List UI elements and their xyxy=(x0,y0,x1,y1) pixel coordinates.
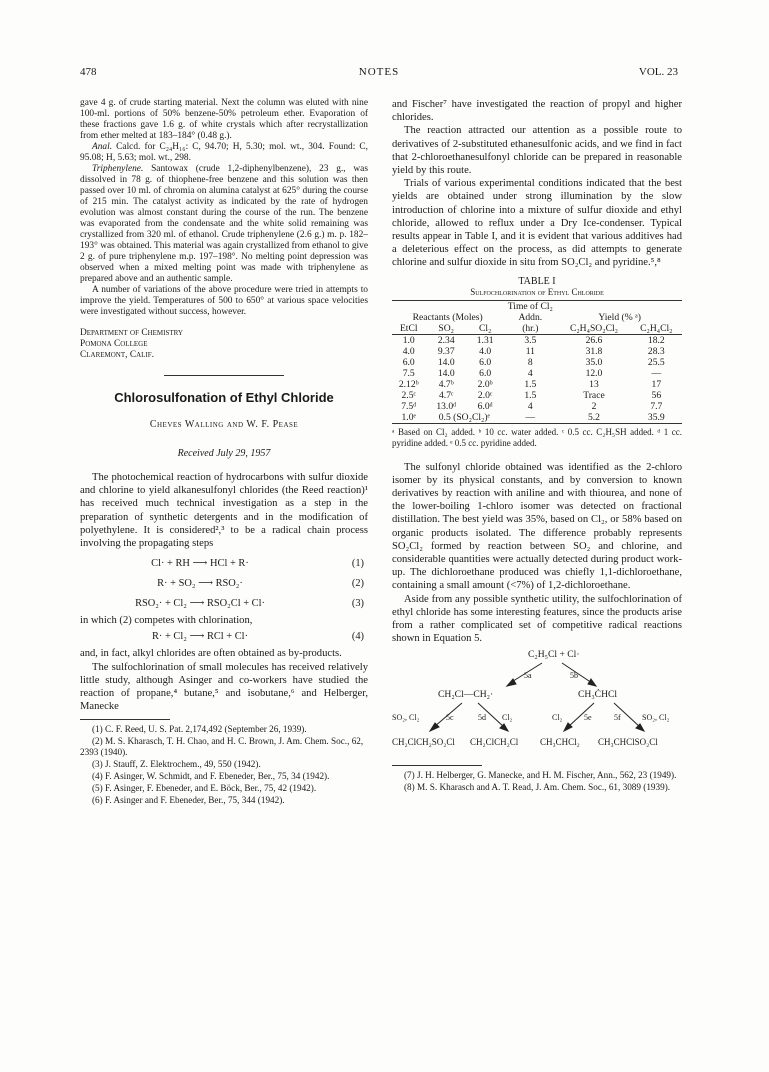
table-cell: 12.0 xyxy=(585,367,603,379)
equation xyxy=(80,627,368,647)
analysis-text: Calcd. for C₂₄H₁₆: C, 94.70; H, 5.30; mol. wt., 304. Found: C, 95.08; H, 5.63; mol. wt., 298. xyxy=(80,142,368,163)
table-row xyxy=(392,368,682,379)
equation-number: (4) xyxy=(351,631,364,643)
footnote: (5) F. Asinger, F. Ebeneder, and E. Böck, Ber., 75, 42 (1942). xyxy=(92,783,317,794)
table-body xyxy=(392,334,682,423)
paragraph: in which (2) competes with chlorination, xyxy=(80,615,253,627)
table-cell: 13 xyxy=(589,378,599,390)
table-cell: 9.37 xyxy=(437,345,455,357)
equation-text: RSO₂· + Cl₂ ⟶ RSO₂Cl + Cl· xyxy=(135,598,265,610)
affiliation-line: Department of Chemistry xyxy=(80,328,183,338)
table-cell: 1.5 xyxy=(524,389,537,401)
table-cell: — xyxy=(525,411,536,423)
footnote: (1) C. F. Reed, U. S. Pat. 2,174,492 (September 26, 1939). xyxy=(92,724,307,735)
table-cell: 4 xyxy=(527,400,533,412)
footnote-rule xyxy=(80,719,170,720)
table-cell: 7.7 xyxy=(650,400,663,412)
paragraph: The reaction attracted our attention as a possible route to derivatives of 2-substituted ethanesulfonic acids, and we find in fact that 2-chloroethanesulfonyl chloride can be prepared in reasonable yield by this route. xyxy=(392,125,682,177)
table-cell: 2.0ᵇ xyxy=(477,378,493,390)
table-cell: 4.0 xyxy=(402,345,415,357)
scheme-product: CH₂ClCH₂SO₂Cl xyxy=(392,737,455,748)
table-cell: — xyxy=(651,367,662,379)
table-cell: 0.5 (SO₂Cl₂)ᵉ xyxy=(438,411,491,423)
header-time: Time of Cl₂ Addn. xyxy=(507,300,553,323)
right-column xyxy=(392,98,682,794)
col-dichloro: C₂H₄Cl₂ xyxy=(640,322,673,334)
reaction-scheme xyxy=(392,649,682,759)
table-cell: 4.0 xyxy=(479,345,492,357)
table-cell: 11 xyxy=(525,345,535,357)
page-header xyxy=(80,66,678,82)
page-number: 478 xyxy=(80,66,97,78)
table-cell: 1.0ᵉ xyxy=(401,411,416,423)
footnote: (3) J. Stauff, Z. Elektrochem., 49, 550 (1942). xyxy=(92,759,261,770)
table-row xyxy=(392,390,682,401)
triphenylene-paragraph xyxy=(80,164,368,285)
table-cell: 35.9 xyxy=(647,411,665,423)
table-cell: 7.5ᵈ xyxy=(401,400,417,412)
table-cell: 28.3 xyxy=(647,345,665,357)
scheme-reagent: Cl₂ xyxy=(552,713,563,723)
triphenylene-label: Triphenylene. xyxy=(92,164,144,174)
footnote: (8) M. S. Kharasch and A. T. Read, J. Am. Chem. Soc., 61, 3089 (1939). xyxy=(404,782,671,793)
analysis-label: Anal. xyxy=(92,142,113,152)
table-cell: 6.0 xyxy=(402,356,415,368)
volume-label: VOL. 23 xyxy=(638,66,678,78)
table-row xyxy=(392,346,682,357)
analysis-paragraph xyxy=(80,142,368,164)
scheme-step-label: 5f xyxy=(614,713,621,723)
table-cell: 14.0 xyxy=(437,356,455,368)
table-cell: 7.5 xyxy=(402,367,415,379)
table-cell: 1.0 xyxy=(402,334,415,346)
scheme-step-label: 5e xyxy=(584,713,592,723)
table-cell: 26.6 xyxy=(585,334,603,346)
affiliation xyxy=(80,328,368,361)
table-cell: 3.5 xyxy=(524,334,537,346)
table-cell: 2.0ᶜ xyxy=(477,389,493,401)
table-cell: 1.31 xyxy=(476,334,494,346)
article-authors: Cheves Walling and W. F. Pease xyxy=(149,419,299,430)
table-cell: 35.0 xyxy=(585,356,603,368)
equation-text: R· + Cl₂ ⟶ RCl + Cl· xyxy=(151,631,249,643)
table-cell: Trace xyxy=(583,389,605,401)
paragraph: and Fischer⁷ have investigated the reaction of propyl and higher chlorides. xyxy=(392,99,682,124)
equation-text: R· + SO₂ ⟶ RSO₂· xyxy=(157,578,243,590)
footnotes xyxy=(392,770,682,793)
table-cell: 2.12ᵇ xyxy=(398,378,419,390)
header-yield: Yield (% ᵃ) xyxy=(598,311,641,323)
scheme-product: CH₃CHCl₂ xyxy=(540,737,580,748)
scheme-product: CH₃CHClSO₂Cl xyxy=(598,737,658,748)
equation-number: (1) xyxy=(351,558,364,570)
table-cell: 5.2 xyxy=(587,411,600,423)
paragraph: Trials of various experimental conditions indicated that the best yields are obtained under strong illumination by the slow introduction of chlorine into a mixture of sulfur dioxide and ethyl chloride, allowed to reflux under a Dry Ice-condenser. Typical results appear in Table I, and it is evident that various additives had a deleterious effect on the process, as did attempts to generate chlorine and sulfur dioxide in situ from SO₂Cl₂ and pyridine.⁵,⁸ xyxy=(392,178,682,269)
table-cell: 1.5 xyxy=(524,378,537,390)
footnote: (7) J. H. Helberger, G. Manecke, and H. M. Fischer, Ann., 562, 23 (1949). xyxy=(404,770,677,781)
table-row xyxy=(392,401,682,412)
paragraph: Aside from any possible synthetic utility, the sulfochlorination of ethyl chloride has some interesting features, since the products arise from a rather complicated set of competitive radical reactions shown in Equation 5. xyxy=(392,593,682,645)
scheme-reactant: C₂H₅Cl + Cl· xyxy=(528,649,580,661)
table-cell: 14.0 xyxy=(437,367,455,379)
results-table xyxy=(392,300,682,423)
footnote: (2) M. S. Kharasch, T. H. Chao, and H. C. Brown, J. Am. Chem. Soc., 62, 2393 (1940). xyxy=(80,736,364,758)
col-so2: SO₂ xyxy=(438,322,455,334)
footnote-rule xyxy=(392,765,482,766)
table-cell: 4 xyxy=(527,367,533,379)
table-row xyxy=(392,379,682,390)
paragraph: The sulfochlorination of small molecules has received relatively little study, although Asinger and co-workers have studied the reaction of propane,⁴ butane,⁵ and isobutane,⁶ and Helberger, Manecke xyxy=(80,661,368,713)
table-row xyxy=(392,412,682,423)
table-cell: 6.0 xyxy=(479,356,492,368)
table-cell: 18.2 xyxy=(647,334,665,346)
paragraph: The sulfonyl chloride obtained was identified as the 2-chloro isomer by its physical constants, and by conversion to known derivatives by reaction with aniline and with thiourea, and none of the lower-boiling 1-chloro isomer was detected on fractional distillation. The best yield was 35%, based on Cl₂, or 58% based on organic products isolated. The difference probably represents SO₂Cl₂ formed by reaction between SO₂ and chlorine, and considerable quantities were actually detected during product work-up. The dichloroethane produced was chiefly 1,1-dichloroethane, containing a small amount (<7%) of 1,2-dichloroethane. xyxy=(392,461,682,592)
scheme-step-label: 5b xyxy=(570,671,578,681)
scheme-radical: CH₃ĊHCl xyxy=(578,689,618,701)
affiliation-line: Pomona College xyxy=(80,339,148,349)
header-reactants: Reactants (Moles) xyxy=(412,311,483,323)
equation xyxy=(80,594,368,614)
table-cell: 17 xyxy=(651,378,662,390)
footnotes xyxy=(80,724,368,806)
scheme-radical: CH₂Cl—CH₂· xyxy=(438,689,494,701)
paragraph: The photochemical reaction of hydrocarbons with sulfur dioxide and chlorine to yield alkanesulfonyl chlorides (the Reed reaction)¹ has received much technical investigation as a step in the preparation of synthetic detergents and in the modification of polyethylene. It is considered²,³ to be a radical chain process involving the propagating steps xyxy=(80,472,368,550)
col-etcl: EtCl xyxy=(399,322,418,334)
scheme-reagent: Cl₂ xyxy=(502,713,513,723)
paragraph: and, in fact, alkyl chlorides are often obtained as by-products. xyxy=(80,648,342,660)
table-cell: 31.8 xyxy=(585,345,603,357)
scheme-reagent: SO₂, Cl₂ xyxy=(642,713,670,723)
col-time-unit: (hr.) xyxy=(522,322,539,334)
footnote: (6) F. Asinger and F. Ebeneder, Ber., 75, 344 (1942). xyxy=(92,795,285,806)
table-row xyxy=(392,357,682,368)
table-cell: 6.0ᵈ xyxy=(477,400,493,412)
table-cell: 56 xyxy=(651,389,662,401)
table-cell: 2.5ᶜ xyxy=(401,389,416,401)
table-cell: 2 xyxy=(591,400,597,412)
article-title: Chlorosulfonation of Ethyl Chloride xyxy=(114,390,334,405)
table-notes: ᵃ Based on Cl₂ added. ᵇ 10 cc. water added. ᶜ 0.5 cc. C₂H₅SH added. ᵈ 1 cc. pyridine added. ᵉ 0.5 cc. pyridine added. xyxy=(392,426,682,448)
table-cell: 13.0ᵈ xyxy=(436,400,457,412)
footnote: (4) F. Asinger, W. Schmidt, and F. Ebeneder, Ber., 75, 34 (1942). xyxy=(92,771,330,782)
equation-text: Cl· + RH ⟶ HCl + R· xyxy=(151,558,249,570)
paragraph: gave 4 g. of crude starting material. Next the column was eluted with nine 100-ml. portions of 50% benzene-50% petroleum ether. Evaporation of these fractions gave 1.6 g. of white crystals which after recrystallization from ether melted at 183–184° (0.48 g.). xyxy=(80,98,368,141)
table-cell: 25.5 xyxy=(647,356,665,368)
table-cell: 6.0 xyxy=(479,367,492,379)
table-cell: 4.7ᶜ xyxy=(439,389,454,401)
paragraph: A number of variations of the above procedure were tried in attempts to improve the yield. Temperatures of 500 to 650° at various space velocities were investigated without success, however. xyxy=(80,285,368,317)
divider xyxy=(164,375,284,376)
table-row xyxy=(392,334,682,346)
scheme-step-label: 5d xyxy=(478,713,486,723)
affiliation-line: Claremont, Calif. xyxy=(80,350,154,360)
scheme-product: CH₂ClCH₂Cl xyxy=(470,737,519,748)
left-column xyxy=(80,98,368,807)
scheme-step-label: 5c xyxy=(446,713,454,723)
table-cell: 4.7ᵇ xyxy=(438,378,454,390)
triphenylene-text: Santowax (crude 1,2-diphenylbenzene), 23 g., was dissolved in 78 g. of thiophene-free benzene and this solution was then passed over 10 ml. of chromia on alumina catalyst at 625° during the course of 215 min. The catalyst activity as indicated by the rate of hydrogen evolution was almost constant during the course of the run. The benzene was evaporated from the condensate and the white solid remaining was crystallized from 320 ml. of ethanol. Crude triphenylene (2.6 g.) m. p. 182–193° was obtained. This material was again crystallized from ethanol to give 2 g. of pure triphenylene m.p. 197–198°. No melting point depression was observed when a mixed melting point was made with triphenylene as prepared above and an authentic sample. xyxy=(80,164,368,284)
col-sulfonyl: C₂H₄SO₂Cl₂ xyxy=(569,322,618,334)
received-date: Received July 29, 1957 xyxy=(177,448,271,459)
equation-number: (2) xyxy=(351,578,364,590)
scheme-step-label: 5a xyxy=(524,671,532,681)
equation xyxy=(80,554,368,574)
scheme-reagent: SO₂, Cl₂ xyxy=(392,713,420,723)
col-cl2: Cl₂ xyxy=(478,322,492,334)
equation-number: (3) xyxy=(351,598,364,610)
table-caption: TABLE I xyxy=(518,275,556,287)
running-title: NOTES xyxy=(358,66,400,78)
table-cell: 2.34 xyxy=(437,334,455,346)
table-cell: 8 xyxy=(527,356,533,368)
table-subtitle: Sulfochlorination of Ethyl Chloride xyxy=(470,286,604,297)
equation xyxy=(80,574,368,594)
